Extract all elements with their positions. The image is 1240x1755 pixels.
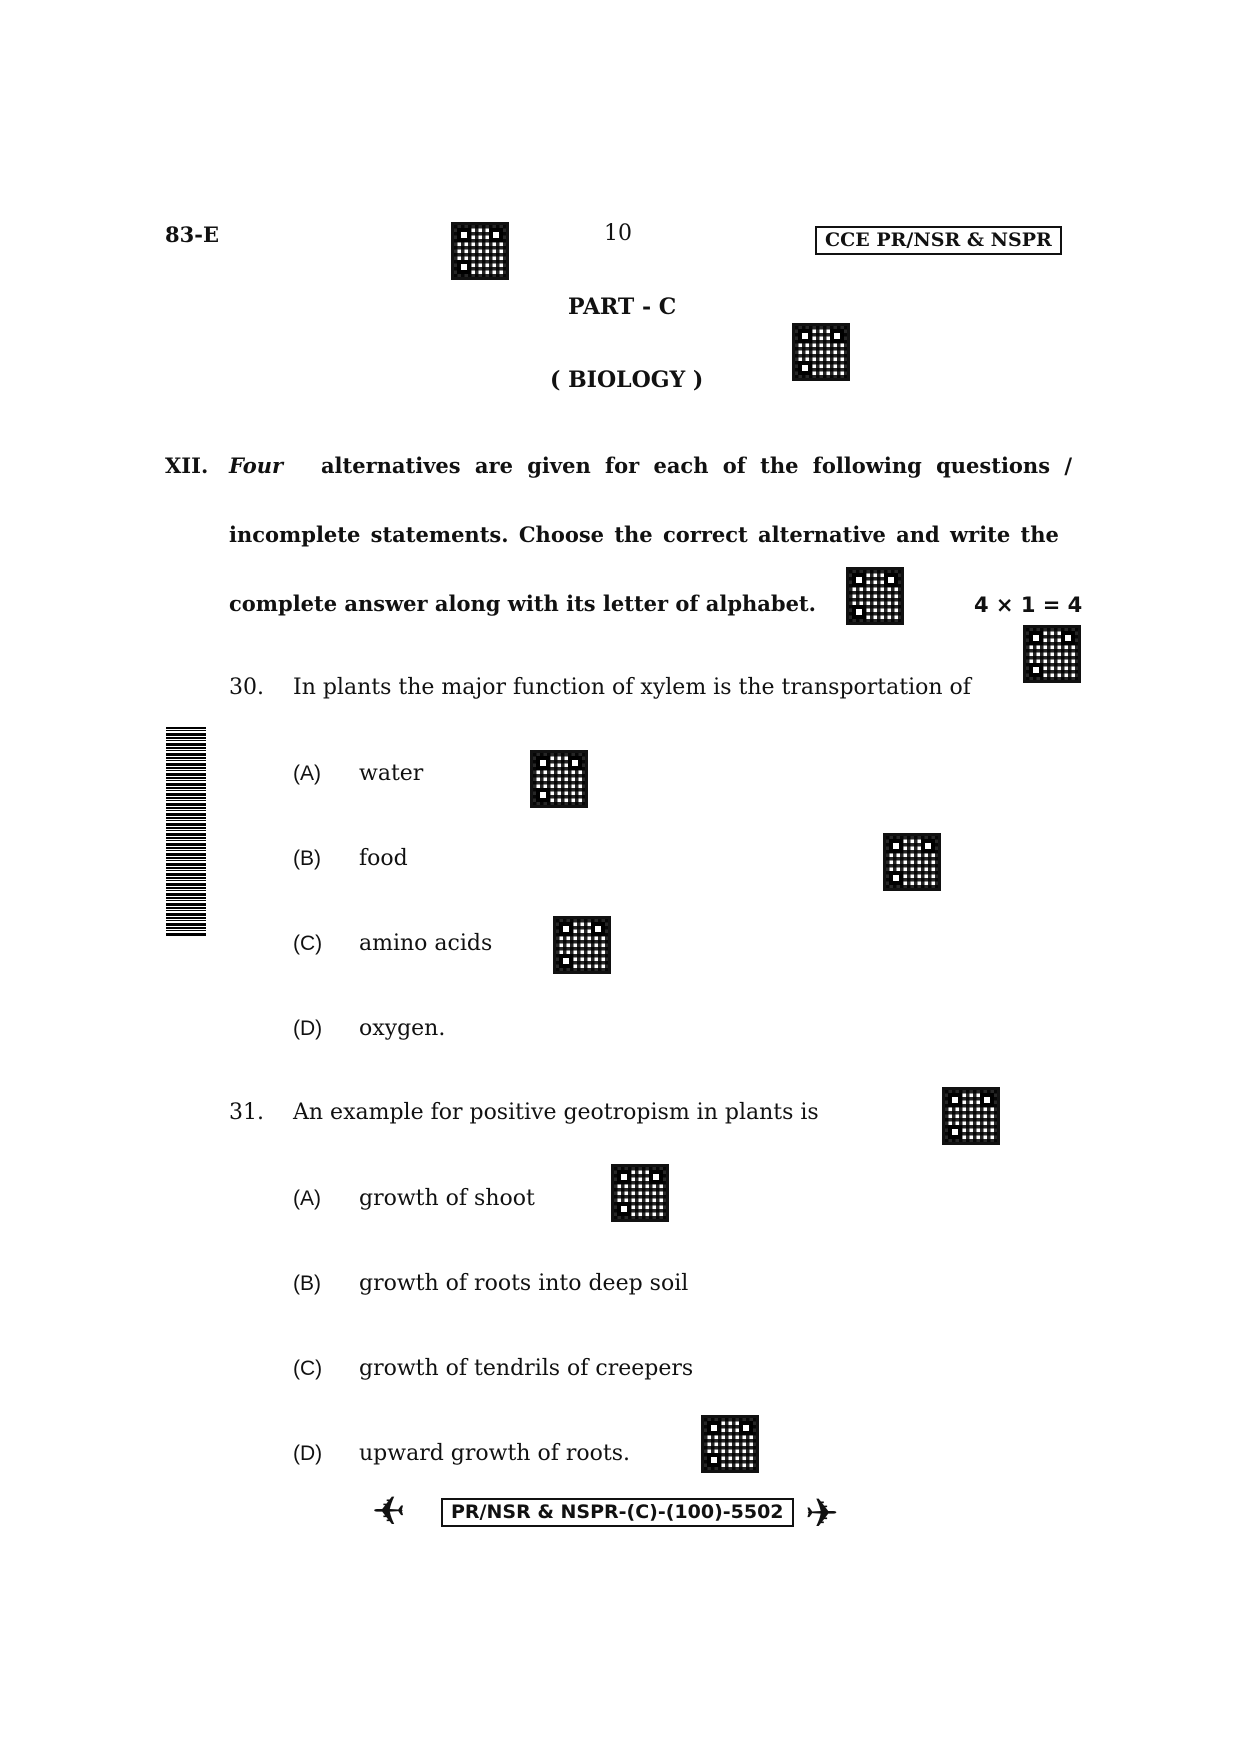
footer-code-box: PR/NSR & NSPR-(C)-(100)-5502 [441, 1498, 794, 1527]
option-letter: (D) [293, 1442, 323, 1465]
option-text: amino acids [359, 931, 493, 956]
qr-code [701, 1415, 759, 1473]
option-text: growth of roots into deep soil [359, 1271, 689, 1296]
marks-allotment: 4 × 1 = 4 [974, 593, 1083, 617]
airplane-icon: ✈ [805, 1491, 839, 1537]
qr-code [530, 750, 588, 808]
page-number: 10 [604, 221, 632, 246]
qr-code [451, 222, 509, 280]
subject-title: ( BIOLOGY ) [550, 367, 704, 393]
option-letter: (A) [293, 1187, 321, 1210]
qr-code [1023, 625, 1081, 683]
option-text: water [359, 761, 424, 786]
option-text: growth of shoot [359, 1186, 535, 1211]
option-letter: (C) [293, 1357, 323, 1380]
option-letter: (B) [293, 1272, 321, 1295]
airplane-icon: ✈ [372, 1489, 406, 1535]
instruction-line-2: incomplete statements. Choose the correct alternative and write the [229, 522, 1059, 547]
option-letter: (B) [293, 847, 321, 870]
option-text: food [359, 846, 408, 871]
option-text: growth of tendrils of creepers [359, 1356, 694, 1381]
part-title: PART - C [568, 294, 677, 320]
paper-code: 83-E [165, 222, 219, 247]
series-box: CCE PR/NSR & NSPR [815, 226, 1062, 255]
qr-code [883, 833, 941, 891]
qr-code [553, 916, 611, 974]
qr-code [942, 1087, 1000, 1145]
instruction-line-1 [229, 453, 1072, 478]
option-text: oxygen. [359, 1016, 446, 1041]
question-text: In plants the major function of xylem is the transportation of [293, 675, 971, 700]
instruction-line-3: complete answer along with its letter of alphabet. [229, 591, 816, 616]
option-letter: (A) [293, 762, 321, 785]
qr-code [792, 323, 850, 381]
option-letter: (C) [293, 932, 323, 955]
question-number: 30. [229, 675, 264, 700]
question-number: 31. [229, 1100, 264, 1125]
side-barcode [166, 727, 206, 937]
instruction-line-1-rest: alternatives are given for each of the following questions / [320, 453, 1072, 478]
qr-code [611, 1164, 669, 1222]
question-text: An example for positive geotropism in plants is [293, 1100, 819, 1125]
instruction-italic-word: Four [229, 453, 284, 478]
section-roman: XII. [165, 453, 209, 478]
option-letter: (D) [293, 1017, 323, 1040]
qr-code [846, 567, 904, 625]
option-text: upward growth of roots. [359, 1441, 630, 1466]
